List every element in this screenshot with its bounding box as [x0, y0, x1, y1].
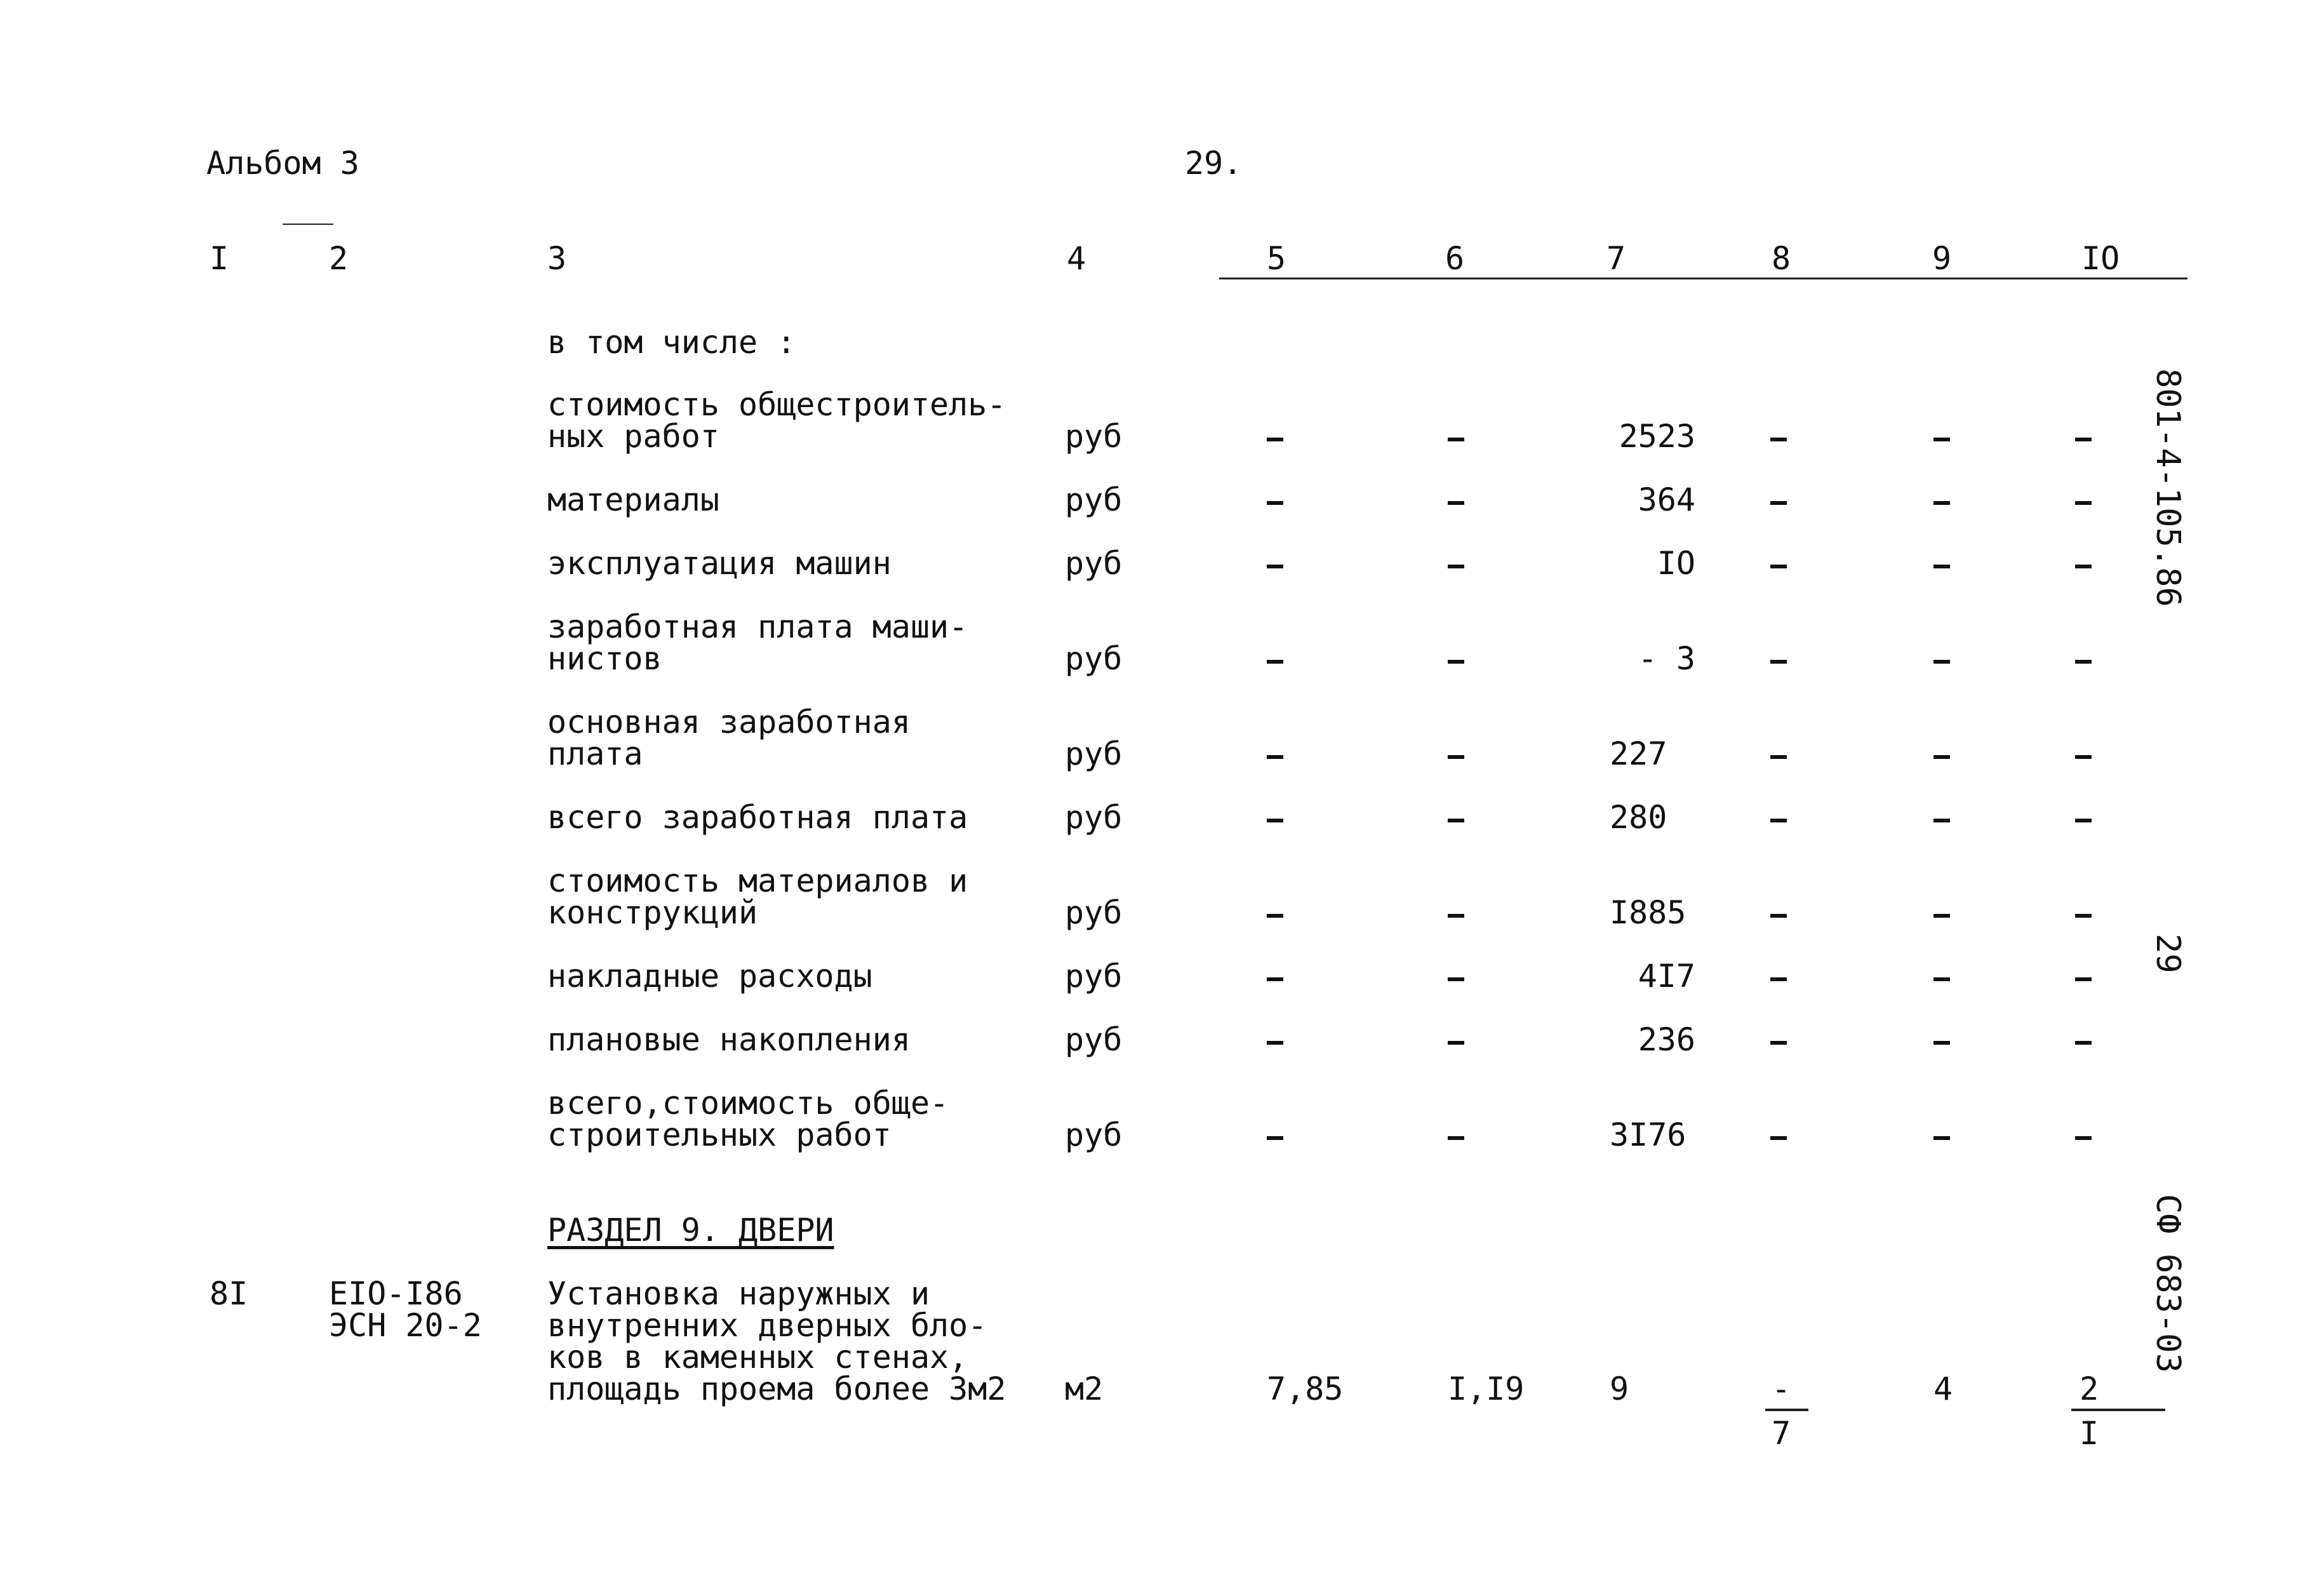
row-value-col7: 4I7 — [1638, 958, 1695, 995]
row-unit: руб — [1065, 1116, 1123, 1153]
margin-doc-code: 801-4-105.86 — [2149, 368, 2187, 607]
row-dash-col6 — [1448, 501, 1464, 505]
row-dash-col9 — [1933, 565, 1950, 568]
item-value-col6: I,I9 — [1448, 1371, 1525, 1407]
row-dash-col8 — [1770, 977, 1787, 981]
row-value-col7: 364 — [1638, 481, 1695, 518]
row-description: стоимость общестроитель- ных работ — [547, 386, 1006, 455]
row-dash-col8 — [1770, 755, 1787, 759]
column-header-6: 6 — [1445, 240, 1465, 277]
item-fraction-line-col8 — [1765, 1409, 1808, 1411]
row-dash-col10 — [2075, 438, 2092, 441]
row-dash-col10 — [2075, 1136, 2092, 1140]
row-dash-col9 — [1933, 1041, 1950, 1045]
column-header-1: I — [210, 240, 229, 277]
row-unit: руб — [1065, 1021, 1123, 1058]
item-value-col10-bottom: I — [2080, 1415, 2099, 1452]
row-unit: руб — [1065, 799, 1123, 836]
item-number: 8I — [210, 1275, 248, 1312]
row-dash-col10 — [2075, 914, 2092, 918]
row-unit: руб — [1065, 640, 1123, 677]
row-dash-col9 — [1933, 660, 1950, 664]
row-value-col7: 227 — [1610, 735, 1667, 772]
row-dash-col5 — [1267, 819, 1283, 822]
row-description: всего,стоимость обще- строительных работ — [547, 1085, 949, 1153]
row-dash-col5 — [1267, 438, 1283, 441]
row-value-col7: - 3 — [1638, 640, 1695, 677]
column-header-8: 8 — [1772, 240, 1791, 277]
item-value-col8-top: - — [1772, 1371, 1791, 1407]
row-dash-col5 — [1267, 565, 1283, 568]
row-dash-col10 — [2075, 660, 2092, 664]
row-unit: руб — [1065, 545, 1123, 582]
row-dash-col9 — [1933, 819, 1950, 822]
row-dash-col6 — [1448, 977, 1464, 981]
header-tick-line — [283, 224, 333, 225]
row-value-col7: I885 — [1610, 894, 1686, 931]
row-dash-col5 — [1267, 977, 1283, 981]
row-description: стоимость материалов и конструкций — [547, 862, 968, 931]
row-dash-col6 — [1448, 660, 1464, 664]
row-dash-col6 — [1448, 1041, 1464, 1045]
margin-stamp: СФ 683-03 — [2149, 1194, 2187, 1373]
row-dash-col6 — [1448, 755, 1464, 759]
row-dash-col9 — [1933, 977, 1950, 981]
column-header-3: 3 — [547, 240, 567, 277]
row-dash-col10 — [2075, 1041, 2092, 1045]
row-dash-col8 — [1770, 914, 1787, 918]
row-unit: руб — [1065, 735, 1123, 772]
row-dash-col9 — [1933, 914, 1950, 918]
item-value-col5: 7,85 — [1267, 1371, 1344, 1407]
row-dash-col5 — [1267, 1041, 1283, 1045]
row-dash-col5 — [1267, 660, 1283, 664]
row-unit: руб — [1065, 894, 1123, 931]
row-dash-col5 — [1267, 755, 1283, 759]
section-title: РАЗДЕЛ 9. ДВЕРИ — [547, 1212, 834, 1249]
row-unit: руб — [1065, 418, 1123, 455]
intro-text: в том числе : — [547, 324, 796, 361]
row-dash-col10 — [2075, 501, 2092, 505]
item-value-col7: 9 — [1610, 1371, 1629, 1407]
row-description: эксплуатация машин — [547, 545, 892, 582]
column-header-5: 5 — [1267, 240, 1286, 277]
item-value-col9: 4 — [1933, 1371, 1953, 1407]
row-dash-col10 — [2075, 977, 2092, 981]
row-dash-col8 — [1770, 1136, 1787, 1140]
column-header-10: IO — [2081, 240, 2120, 277]
row-value-col7: 2523 — [1619, 418, 1695, 455]
row-dash-col9 — [1933, 438, 1950, 441]
row-dash-col6 — [1448, 565, 1464, 568]
row-dash-col9 — [1933, 1136, 1950, 1140]
row-value-col7: 3I76 — [1610, 1116, 1686, 1153]
row-dash-col8 — [1770, 501, 1787, 505]
item-codes: EIO-I86 ЭСН 20-2 — [329, 1275, 482, 1344]
column-header-4: 4 — [1067, 240, 1086, 277]
row-description: материалы — [547, 481, 719, 518]
row-dash-col9 — [1933, 501, 1950, 505]
row-dash-col5 — [1267, 501, 1283, 505]
page-number: 29. — [1185, 145, 1243, 182]
row-dash-col9 — [1933, 755, 1950, 759]
row-dash-col5 — [1267, 914, 1283, 918]
row-description: основная заработная плата — [547, 704, 911, 772]
row-dash-col10 — [2075, 755, 2092, 759]
column-header-9: 9 — [1932, 240, 1952, 277]
row-value-col7: 236 — [1638, 1021, 1695, 1058]
column-header-2: 2 — [329, 240, 349, 277]
margin-sheet-number: 29 — [2149, 934, 2187, 974]
row-dash-col8 — [1770, 565, 1787, 568]
row-dash-col8 — [1770, 819, 1787, 822]
item-unit: м2 — [1065, 1371, 1104, 1407]
row-unit: руб — [1065, 958, 1123, 995]
item-value-col10-top: 2 — [2080, 1371, 2099, 1407]
item-value-col8-bottom: 7 — [1772, 1415, 1791, 1452]
row-dash-col10 — [2075, 565, 2092, 568]
row-dash-col6 — [1448, 914, 1464, 918]
row-dash-col6 — [1448, 1136, 1464, 1140]
row-value-col7: IO — [1657, 545, 1695, 582]
row-description: всего заработная плата — [547, 799, 968, 836]
row-description: плановые накопления — [547, 1021, 911, 1058]
header-underline — [1219, 278, 2187, 279]
row-description: накладные расходы — [547, 958, 872, 995]
row-unit: руб — [1065, 481, 1123, 518]
item-fraction-line-col10 — [2071, 1409, 2165, 1411]
album-label: Альбом 3 — [206, 145, 359, 182]
row-description: заработная плата маши- нистов — [547, 608, 968, 677]
row-dash-col8 — [1770, 660, 1787, 664]
column-header-7: 7 — [1606, 240, 1626, 277]
row-dash-col6 — [1448, 819, 1464, 822]
row-value-col7: 280 — [1610, 799, 1667, 836]
row-dash-col8 — [1770, 1041, 1787, 1045]
item-description: Установка наружных и внутренних дверных бло- ков в каменных стенах, площадь проема более 3м2 — [547, 1275, 1006, 1407]
row-dash-col6 — [1448, 438, 1464, 441]
row-dash-col8 — [1770, 438, 1787, 441]
row-dash-col10 — [2075, 819, 2092, 822]
row-dash-col5 — [1267, 1136, 1283, 1140]
